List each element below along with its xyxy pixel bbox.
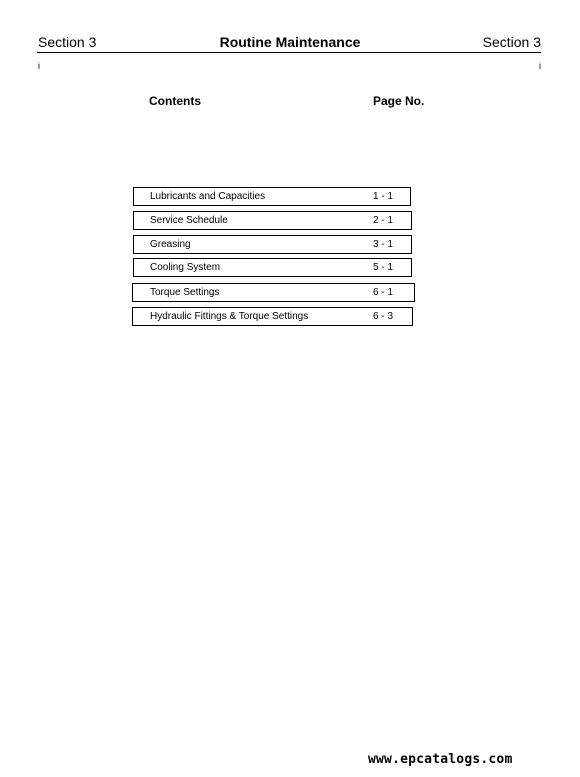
page-mark-right: i [539, 61, 541, 71]
toc-entry-title: Greasing [150, 239, 191, 250]
toc-entry-page: 5 - 1 [373, 262, 394, 273]
section-label-right: Section 3 [482, 34, 541, 50]
section-label-left: Section 3 [38, 34, 97, 50]
toc-entry-lubricants[interactable] [133, 187, 411, 206]
header-rule [37, 52, 541, 53]
toc-entry-page: 6 - 1 [373, 287, 394, 298]
toc-entry-page: 1 - 1 [373, 191, 394, 202]
page-number-heading: Page No. [373, 94, 425, 108]
toc-entry-page: 6 - 3 [373, 311, 394, 322]
toc-entry-title: Service Schedule [150, 215, 228, 226]
toc-entry-page: 3 - 1 [373, 239, 394, 250]
toc-entry-title: Torque Settings [150, 287, 220, 298]
toc-entry-page: 2 - 1 [373, 215, 394, 226]
toc-entry-torque-settings[interactable] [132, 283, 415, 302]
toc-entry-title: Hydraulic Fittings & Torque Settings [150, 311, 309, 322]
toc-entry-title: Cooling System [150, 262, 221, 273]
toc-entry-title: Lubricants and Capacities [150, 191, 266, 202]
document-title: Routine Maintenance [219, 34, 361, 50]
footer-site-url[interactable]: www.epcatalogs.com [368, 752, 513, 767]
page-mark-left: i [38, 61, 40, 71]
toc-entry-service-schedule[interactable] [133, 211, 412, 230]
toc-entry-cooling-system[interactable] [133, 258, 412, 277]
contents-heading: Contents [149, 94, 201, 108]
toc-entry-greasing[interactable] [133, 235, 412, 254]
toc-entry-hydraulic-fittings[interactable] [132, 307, 413, 326]
